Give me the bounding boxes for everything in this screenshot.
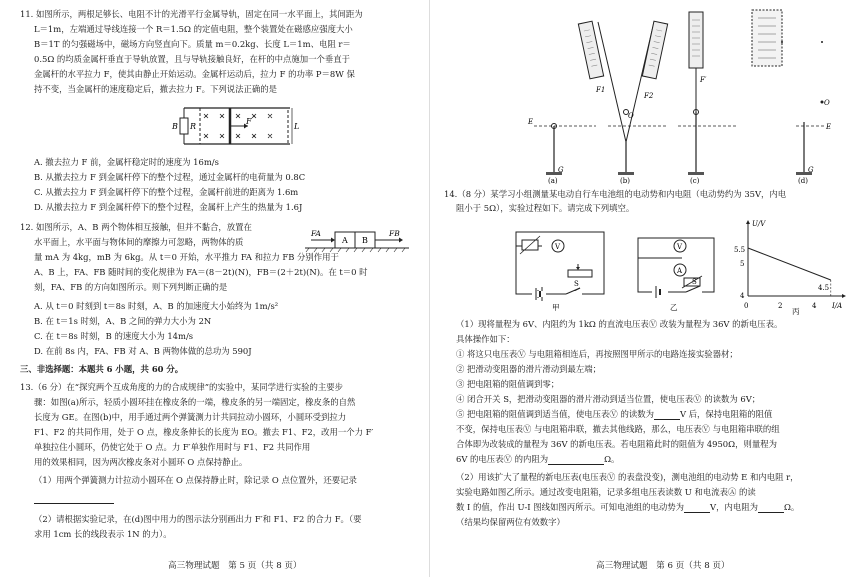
q14-line: （2）用该扩大了量程的新电压表(电压表Ⓥ 的表盘没变)，测电池组的电动势 E 和内电阻 r， — [456, 472, 799, 482]
switch-s-label-yi: S — [692, 278, 697, 286]
circuit-yi — [632, 224, 722, 312]
q12-fig-label-fb: FB — [389, 229, 400, 238]
q11-option-b: B. 从撤去拉力 F 到金属杆停下的整个过程，通过金属杆的电荷量为 0.8C — [34, 172, 306, 182]
q11-fig-label-r: R — [190, 122, 197, 131]
q14-line: 合体即为改装成的量程为 36V 的新电压表。若电阻箱此时的阻值为 4950Ω，则量程为 — [456, 439, 777, 449]
label-e-d: E — [826, 123, 832, 131]
label-e: E — [528, 118, 534, 126]
q11-option-a: A. 撤去拉力 F 前，金属杆稳定时的速度为 16m/s — [34, 157, 219, 167]
q13-line: 单独拉住小圆环，仍使它处于 O 点。力 F′单独作用时与 F1、F2 共同作用 — [34, 442, 311, 452]
q11-option-c: C. 从撤去拉力 F 到金属杆停下的整个过程，金属杆前进的距离为 1.6m — [34, 187, 299, 197]
q14-emf-text: 数 I 的值，作出 U-I 图线如图丙所示。可知电池组的电动势为 — [456, 502, 685, 512]
label-g: G — [558, 166, 564, 174]
q11-line: 11. 如图所示，两根足够长、电阻不计的光滑平行金属导轨，固定在同一水平面上，其间距为 — [20, 9, 363, 19]
q14-blank-3[interactable] — [684, 503, 710, 513]
figure-a-label: (a) — [548, 177, 558, 185]
q13-experiment-figures — [526, 2, 856, 184]
figure-c-label: (c) — [690, 177, 700, 185]
q13-line: 长度为 GE。在图(b)中，用手通过两个弹簧测力计共同拉动小圆环，小圆环受到拉力 — [34, 412, 347, 422]
q13-answer-blank[interactable] — [34, 492, 114, 504]
q12-line: 刻，FA、FB 的方向如图所示。则下列判断正确的是 — [34, 282, 228, 292]
q14-ohm-tail: Ω。 — [604, 454, 620, 464]
tick-4: 4 — [740, 292, 745, 300]
q12-fig-label-a: A — [342, 236, 348, 245]
q11-option-d: D. 从撤去拉力 F 到金属杆停下的整个过程，金属杆上产生的热量为 1.6J — [34, 202, 303, 212]
tick-x4: 4 — [812, 302, 817, 310]
q14-line — [456, 408, 772, 420]
q12-line: 量 mA 为 4kg，mB 为 6kg。从 t＝0 开始，水平推力 FA 和拉力 FB 分别作用于 — [34, 252, 339, 262]
voltmeter-v-label-yi: V — [677, 243, 683, 251]
figure-b-label: (b) — [620, 177, 630, 185]
q14-line — [456, 501, 799, 513]
tick-0: 0 — [744, 302, 749, 310]
page-divider — [429, 0, 430, 577]
q13-line: 13.（6 分）在“探究两个互成角度的力的合成规律”的实验中，某同学进行实验的主要步 — [20, 382, 343, 392]
label-f-prime: F′ — [700, 76, 707, 84]
figure-d-label: (d) — [798, 177, 808, 185]
label-f2: F2 — [644, 92, 654, 100]
tick-x2: 2 — [778, 302, 783, 310]
right-page — [436, 0, 860, 577]
figure-d — [781, 41, 831, 185]
q13-line: （1）用两个弹簧测力计拉动小圆环在 O 点保持静止时，除记录 O 点位置外，还要记录 — [34, 475, 357, 485]
q14-line: 阻小于 5Ω），实验过程如下。请完成下列填空。 — [456, 203, 635, 213]
q14-line: 具体操作如下： — [456, 334, 515, 344]
q13-line: 求用 1cm 长的线段表示 1N 的力）。 — [34, 529, 172, 539]
q12-line: 水平面上，水平面与物体间的摩擦力可忽略，两物体的质 — [34, 237, 244, 247]
figure-c — [678, 10, 782, 185]
q14-blank-1[interactable] — [654, 410, 680, 420]
ammeter-a-label: A — [677, 267, 683, 275]
q11-line: 金属杆的水平拉力 F，使其由静止开始运动。金属杆运动后，拉力 F 的功率 P＝8W 保 — [34, 69, 355, 79]
q12-fig-label-fa: FA — [311, 229, 321, 238]
label-f1: F1 — [596, 86, 606, 94]
circuit-jia-label: 甲 — [552, 303, 560, 312]
ui-data-line — [748, 248, 831, 280]
voltmeter-v-label: V — [555, 243, 561, 251]
q12-option-c: C. 在 t＝8s 时刻，B 的速度大小为 14m/s — [34, 331, 194, 341]
q14-line: ② 把滑动变阻器的滑片滑动到最左端； — [456, 364, 602, 374]
q12-line: A、B 上，FA、FB 随时间的变化规律为 FA＝(8－2t)(N)，FB＝(2＋2t)(N)。在 t＝0 时 — [34, 267, 368, 277]
q12-figure — [305, 224, 409, 254]
q11-line: 持不变，当金属杆的速度稳定后，撤去拉力 F。下列说法正确的是 — [34, 84, 277, 94]
q14-line: （1）现将量程为 6V、内阻约为 1kΩ 的直流电压表Ⓥ 改装为量程为 36V 的新电压表。 — [456, 319, 783, 329]
label-o: O — [628, 112, 634, 120]
circuit-jia — [512, 224, 612, 312]
q12-fig-label-b: B — [362, 236, 368, 245]
q11-figure — [170, 102, 300, 150]
tick-5.5: 5.5 — [734, 246, 746, 254]
q13-line: 用的效果相同，因为两次橡皮条对小圆环 O 点保持静止。 — [34, 457, 248, 467]
q11-line: 0.5Ω 的均质金属杆垂直于导轨放置，且与导轨接触良好，在杆的中点施加一个垂直于 — [34, 54, 351, 64]
q14-line: ③ 把电阻箱的阻值调到零； — [456, 379, 560, 389]
tick-4.5: 4.5 — [818, 284, 830, 292]
q11-fig-label-b: B — [172, 122, 178, 131]
graph-ylabel: U/V — [752, 220, 766, 228]
tick-5: 5 — [740, 260, 745, 268]
ui-graph — [732, 218, 852, 314]
q14-internal-resistance-text: 6V 的电压表Ⓥ 的内阻为 — [456, 454, 549, 464]
q14-line: ④ 闭合开关 S，把滑动变阻器的滑片滑动到适当位置，使电压表Ⓥ 的读数为 6V； — [456, 394, 761, 404]
q12-option-d: D. 在前 8s 内，FA、FB 对 A、B 两物体做的总功为 590J — [34, 346, 252, 356]
figure-a — [527, 118, 596, 185]
page-footer: 高三物理试题 第 5 页（共 8 页） — [168, 561, 302, 571]
label-g-d: G — [808, 166, 814, 174]
q14-tail: Ω。 — [783, 502, 800, 512]
q13-line: F1、F2 的共同作用，处于 O 点，橡皮条伸长的长度为 EO。撤去 F1、F2，改用一个力 F′ — [34, 427, 374, 437]
q13-line: 骤：如图(a)所示，轻质小圆环挂在橡皮条的一端，橡皮条的另一端固定，橡皮条的自然 — [34, 397, 356, 407]
q14-line: ① 将这只电压表Ⓥ 与电阻箱相连后，再按照图甲所示的电路连接实验器材； — [456, 349, 738, 359]
section-heading: 三、非选择题：本题共 6 小题，共 60 分。 — [20, 364, 184, 374]
q11-fig-label-l: L — [294, 122, 300, 131]
page-footer-right: 高三物理试题 第 6 页（共 8 页） — [596, 561, 730, 571]
figure-b — [578, 21, 667, 185]
q11-line: B＝1T 的匀强磁场中，磁场方向竖直向下。质量 m＝0.2kg、长度 L＝1m、电阻 r＝ — [34, 39, 351, 49]
q13-line: （2）请根据实验记录，在(d)图中用力的图示法分别画出力 F′和 F1、F2 的合力 F。（要 — [34, 514, 362, 524]
q14-mid: V，内电阻为 — [710, 502, 758, 512]
q12-line: 12. 如图所示，A、B 两个物体相互接触，但并不黏合，放置在 — [20, 222, 252, 232]
q14-blank-4[interactable] — [758, 503, 784, 513]
q14-line: 不变，保持电压表Ⓥ 与电阻箱串联，撤去其他线路，那么，电压表Ⓥ 与电阻箱串联的组 — [456, 424, 780, 434]
graph-xlabel: I/A — [832, 302, 843, 310]
circuit-yi-label: 乙 — [670, 303, 678, 312]
left-page — [0, 0, 424, 577]
q12-option-a: A. 从 t＝0 时刻到 t＝8s 时刻，A、B 的加速度大小始终为 1m/s² — [34, 301, 279, 311]
q14-step5-text: ⑤ 把电阻箱的阻值调到适当值，使电压表Ⓥ 的读数为 — [456, 409, 654, 419]
switch-s-label: S — [574, 280, 579, 288]
q11-fig-label-f: F — [246, 117, 252, 126]
label-o-d: O — [824, 99, 830, 107]
q14-line: 实验电路如图乙所示。通过改变电阻箱，记录多组电压表读数 U 和电流表Ⓐ 的读 — [456, 487, 756, 497]
circuit-bing-label: 丙 — [792, 307, 800, 316]
q11-line: L＝1m，左端通过导线连接一个 R＝1.5Ω 的定值电阻，整个装置处在磁感应强度大小 — [34, 24, 353, 34]
q14-step5-tail: V 后，保持电阻箱的阻值 — [679, 409, 773, 419]
q14-line — [456, 453, 619, 465]
q14-blank-2[interactable] — [548, 455, 604, 465]
q12-option-b: B. 在 t＝1s 时刻，A、B 之间的弹力大小为 2N — [34, 316, 212, 326]
q14-line: 14.（8 分）某学习小组测量某电动自行车电池组的电动势和内电阻（电动势约为 35V，内电 — [444, 189, 787, 199]
q14-line: （结果均保留两位有效数字） — [456, 517, 565, 527]
